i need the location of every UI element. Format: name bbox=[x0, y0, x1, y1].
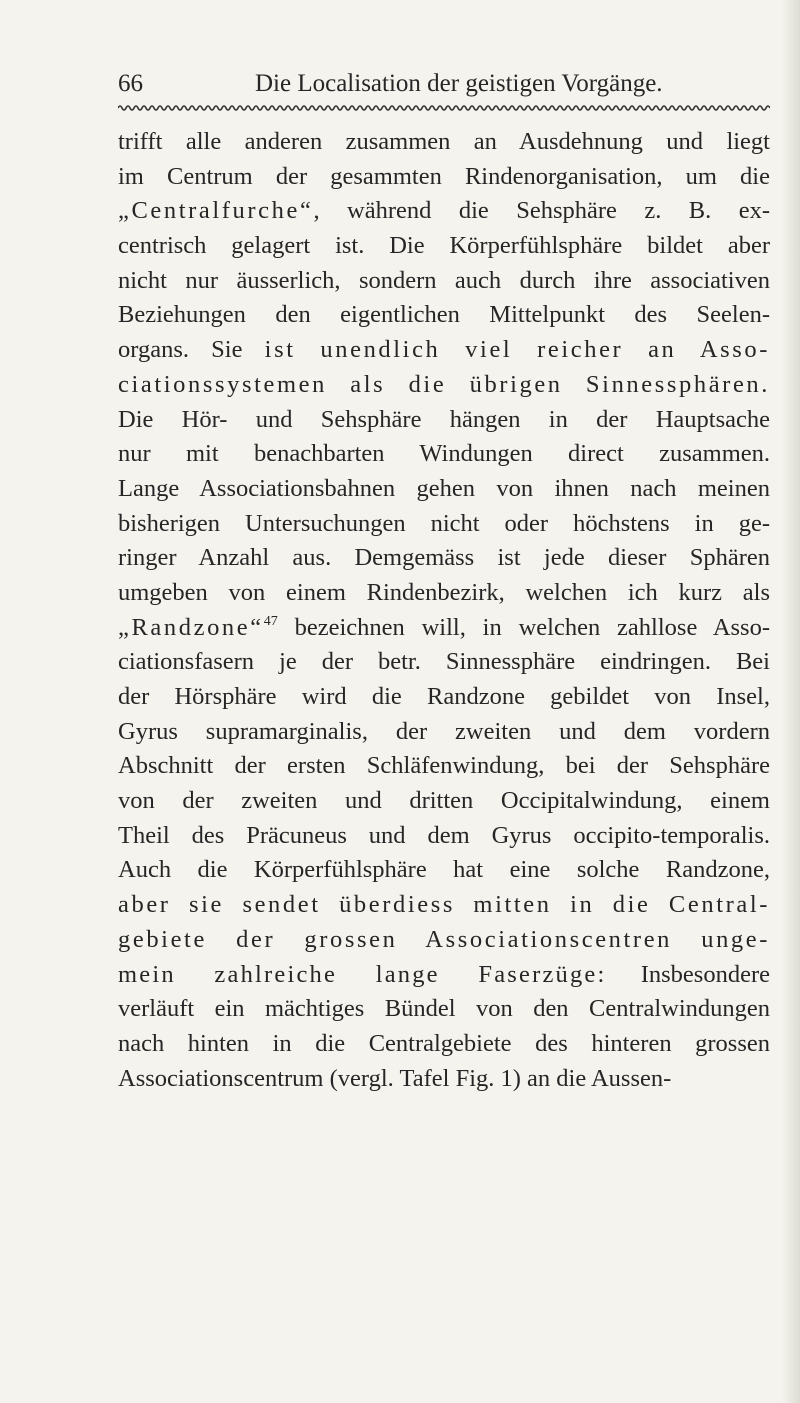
text-span: bezeichnen will, in welchen zahllose Asso- bbox=[277, 613, 770, 641]
emphasis-spaced: „Randzone“ bbox=[118, 613, 264, 641]
text-line: nur mit benachbarten Windungen direct zusammen. bbox=[118, 440, 770, 468]
text-line: ciationsfasern je der betr. Sinnessphäre eindringen. Bei bbox=[118, 648, 770, 676]
text-line: im Centrum der gesammten Rindenorganisation, um die bbox=[118, 162, 770, 190]
emphasis-spaced: ist unendlich viel reicher an Asso- bbox=[264, 336, 770, 364]
text-span: , während die Sehsphäre z. B. ex- bbox=[313, 197, 770, 225]
page-number: 66 bbox=[118, 70, 143, 97]
text-line bbox=[118, 333, 770, 368]
text-line bbox=[118, 958, 770, 993]
text-line-spaced: aber sie sendet überdiess mitten in die Central- bbox=[118, 891, 770, 919]
text-line: nicht nur äusserlich, sondern auch durch ihre associativen bbox=[118, 266, 770, 294]
text-line: verläuft ein mächtiges Bündel von den Centralwindungen bbox=[118, 995, 770, 1023]
text-line: trifft alle anderen zusammen an Ausdehnung und liegt bbox=[118, 128, 770, 155]
text-line: von der zweiten und dritten Occipitalwindung, einem bbox=[118, 787, 770, 815]
text-line: Beziehungen den eigentlichen Mittelpunkt des Seelen- bbox=[118, 301, 770, 329]
text-line: Associationscentrum (vergl. Tafel Fig. 1) an die Aussen- bbox=[118, 1064, 672, 1092]
decorative-wavy-rule bbox=[118, 104, 770, 112]
running-title: Die Localisation der geistigen Vorgänge. bbox=[255, 70, 663, 97]
emphasis-spaced: zahlreiche lange Faserzüge bbox=[214, 960, 598, 988]
text-span: : Insbesondere bbox=[597, 960, 770, 988]
page-edge-shadow bbox=[782, 0, 800, 1403]
emphasis-spaced: „Centralfurche“ bbox=[118, 197, 314, 225]
body-text bbox=[118, 125, 770, 1096]
text-line: Die Hör- und Sehsphäre hängen in der Hauptsache bbox=[118, 405, 770, 433]
text-line: Gyrus supramarginalis, der zweiten und dem vordern bbox=[118, 717, 770, 745]
text-line-spaced: ciationssystemen als die übrigen Sinnessphären. bbox=[118, 370, 770, 398]
text-line: Theil des Präcuneus und dem Gyrus occipito-temporalis. bbox=[118, 821, 770, 849]
text-line bbox=[118, 194, 770, 229]
text-line: bisherigen Untersuchungen nicht oder höchstens in ge- bbox=[118, 509, 770, 537]
emphasis-spaced: mein bbox=[118, 960, 215, 988]
text-line: centrisch gelagert ist. Die Körperfühlsphäre bildet aber bbox=[118, 232, 770, 260]
text-line-spaced: gebiete der grossen Associationscentren unge- bbox=[118, 925, 770, 953]
text-line: Abschnitt der ersten Schläfenwindung, bei der Sehsphäre bbox=[118, 752, 770, 780]
text-line: umgeben von einem Rindenbezirk, welchen ich kurz als bbox=[118, 578, 770, 606]
text-line: Auch die Körperfühlsphäre hat eine solche Randzone, bbox=[118, 856, 770, 884]
text-line: nach hinten in die Centralgebiete des hinteren grossen bbox=[118, 1029, 770, 1057]
text-line bbox=[118, 611, 770, 646]
text-line: der Hörsphäre wird die Randzone gebildet von Insel, bbox=[118, 683, 770, 710]
footnote-reference: 47 bbox=[263, 613, 278, 629]
text-line: ringer Anzahl aus. Demgemäss ist jede dieser Sphären bbox=[118, 544, 770, 572]
text-line: Lange Associationsbahnen gehen von ihnen nach meinen bbox=[118, 474, 770, 502]
text-span: organs. Sie bbox=[118, 336, 265, 364]
